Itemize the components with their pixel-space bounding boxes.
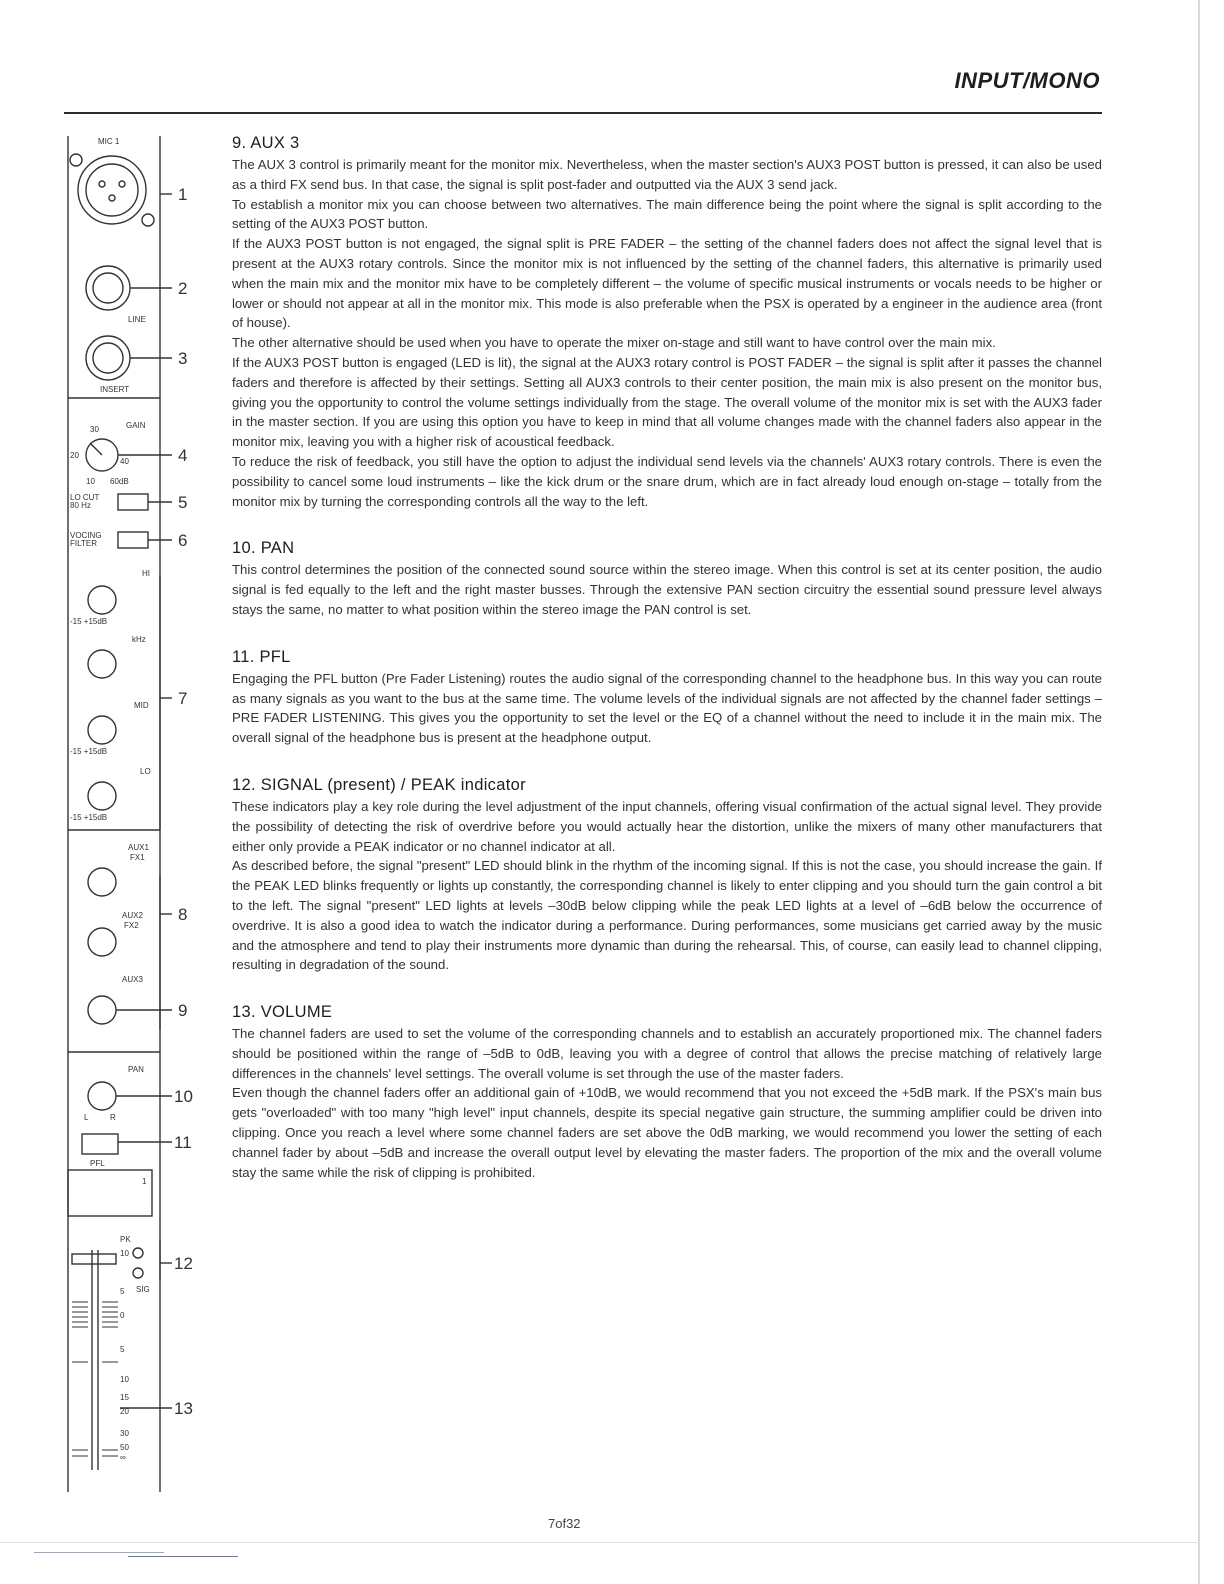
khz-label: kHz (132, 635, 146, 644)
mid-label: MID (134, 701, 149, 710)
fader-scale-5b: 5 (120, 1345, 125, 1354)
content-column (232, 134, 1102, 1210)
section-heading: 11. PFL (232, 647, 291, 666)
lo-cut-label: LO CUT (70, 493, 100, 502)
fader-scale-10: 10 (120, 1249, 129, 1258)
callout-2: 2 (178, 279, 188, 298)
scribble-strip (68, 1170, 152, 1216)
gain-scale-10: 10 (86, 477, 95, 486)
lo-cut-button-icon (118, 494, 148, 510)
aux2-knob-icon (88, 928, 116, 956)
scan-artifact-line (34, 1552, 164, 1553)
pfl-button-icon (82, 1134, 118, 1154)
gain-label: GAIN (126, 421, 146, 430)
gain-scale-40: 40 (120, 457, 129, 466)
fader-scale-10b: 10 (120, 1375, 129, 1384)
callout-11: 11 (174, 1133, 192, 1152)
paragraph: As described before, the signal "present" LED should blink in the rhythm of the incoming signal. If this is not the case, you should increase the gain. If the PEAK LED blinks frequently or lights up constantly, the corresponding channel is likely to enter clipping and you should turn the gain control a bit to the left. The signal "present" LED lights at levels –30dB below clipping while the peak LED lights at a level of –6dB below the occurrence of overdrive. It is also a good idea to watch the indicator during a performance. During performances, some musicians get carried away by the music and the atmosphere and tend to play their instruments more dynamic than during the rehearsal. This, of course, can easily lead to channel clipping, resulting in degradation of the sound. (232, 858, 1102, 973)
hi-label: HI (142, 569, 150, 578)
pan-label: PAN (128, 1065, 144, 1074)
callout-9: 9 (178, 1001, 188, 1020)
eq-hi-knob-icon (88, 586, 116, 614)
fader-scale-inf: ∞ (120, 1453, 126, 1462)
page-border-right (1198, 0, 1200, 1584)
vocing-filter-button-icon (118, 532, 148, 548)
callout-5: 5 (178, 493, 188, 512)
gain-scale-30: 30 (90, 425, 99, 434)
eq-mid-knob-icon (88, 716, 116, 744)
pk-label: PK (120, 1235, 131, 1244)
pan-l-label: L (84, 1113, 89, 1122)
paragraph: The other alternative should be used when you have to operate the mixer on-stage and still want to have control over the main mix. (232, 335, 996, 351)
section-heading: 10. PAN (232, 539, 295, 558)
gain-scale-20: 20 (70, 451, 79, 460)
paragraph: These indicators play a key role during the level adjustment of the input channels, offering visual confirmation of the actual signal level. They provide the possibility of detecting the risk of overdrive before you would actually hear the distortion, unlike the mixers of many other manufacturers that either only provide a PEAK indicator or no channel indicator at all. (232, 798, 1102, 854)
fx1-label: FX1 (130, 853, 145, 862)
callout-13: 13 (174, 1399, 193, 1418)
paragraph: To reduce the risk of feedback, you still have the option to adjust the individual send levels via the channels' AUX3 rotary controls. There is even the possibility to cancel some loud instruments – like the kick drum or the snare drum, which are in fact already loud enough on-stage – totally from the monitor mix by turning the corresponding controls all the way to the left. (232, 453, 1102, 509)
section-heading: 9. AUX 3 (232, 134, 300, 152)
eq-freq-knob-icon (88, 650, 116, 678)
pfl-label: PFL (90, 1159, 105, 1168)
callout-8: 8 (178, 905, 188, 924)
mic-label: MIC 1 (98, 137, 120, 146)
page-title: INPUT/MONO (954, 68, 1100, 93)
callout-7: 7 (178, 689, 188, 708)
fx2-label: FX2 (124, 921, 139, 930)
paragraph: If the AUX3 POST button is not engaged, the signal split is PRE FADER – the setting of the channel faders does not affect the signal level that is present at the AUX3 rotary controls. Since the monitor mix is not influenced by the setting of the channel faders, this alternative is primarily used when the main mix and the monitor mix have to be completely different – the volume of specific musical instruments or vocals needs to be higher or lower or should not appear at all in the monitor mix. This mode is also preferable when the PSX is operated by a engineer in the audience area (front of house). (232, 236, 1102, 331)
fader-knob-icon (72, 1254, 116, 1264)
callout-12: 12 (174, 1254, 193, 1273)
mic-input-icon (78, 156, 146, 224)
line-label: LINE (128, 315, 146, 324)
fader-scale-30: 30 (120, 1429, 129, 1438)
paragraph: This control determines the position of the connected sound source within the stereo image. When this control is set at its center position, the audio signal is fed equally to the left and the right master busses. Through the extensive PAN section circuitry the essential sound pressure level always stays the same, no matter to what position within the stereo image the PAN control is set. (232, 562, 1102, 617)
lo-label: LO (140, 767, 151, 776)
aux1-label: AUX1 (128, 843, 149, 852)
channel-strip-diagram (60, 130, 220, 1502)
section-heading: 12. SIGNAL (present) / PEAK indicator (232, 775, 526, 794)
pan-knob-icon (88, 1082, 116, 1110)
aux1-knob-icon (88, 868, 116, 896)
callout-4: 4 (178, 446, 188, 465)
eq-lo-knob-icon (88, 782, 116, 810)
aux2-label: AUX2 (122, 911, 143, 920)
paragraph: To establish a monitor mix you can choose between two alternatives. The main difference being the point where the signal is split according to the setting of the AUX3 POST button. (232, 196, 1102, 232)
signal-led-icon (133, 1268, 143, 1278)
eq-hi-scale: -15 +15dB (70, 617, 108, 626)
callout-3: 3 (178, 349, 188, 368)
scan-artifact-line (128, 1556, 238, 1557)
page-number: 7of32 (548, 1516, 581, 1531)
insert-label: INSERT (100, 385, 130, 394)
section-heading: 13. VOLUME (232, 1003, 333, 1022)
filter-label: FILTER (70, 539, 97, 548)
callout-6: 6 (178, 531, 188, 550)
aux3-label: AUX3 (122, 975, 143, 984)
vocing-label: VOCING (70, 531, 102, 540)
gain-scale-60db: 60dB (110, 477, 129, 486)
aux3-knob-icon (88, 996, 116, 1024)
callout-10: 10 (174, 1087, 193, 1106)
paragraph: The AUX 3 control is primarily meant for the monitor mix. Nevertheless, when the master section's AUX3 POST button is pressed, it can also be used as a third FX send bus. In that case, the signal is split post-fader and outputted via the AUX 3 send jack. (232, 157, 1102, 192)
section-signal-peak (232, 776, 1102, 975)
channel-number: 1 (142, 1177, 147, 1186)
paragraph: The channel faders are used to set the volume of the corresponding channels and to establish an accurately proportioned mix. The channel faders should be positioned within the range of –5dB to 0dB, leaving you with a degree of control that allows the precise matching of relatively large differences in the channels' level settings. The overall volume is set through the use of the master faders. (232, 1026, 1102, 1081)
paragraph: If the AUX3 POST button is engaged (LED is lit), the signal at the AUX3 rotary control is POST FADER – the signal is split after it passes the channel faders and therefore is affected by their settings. Setting all AUX3 controls to their center position, the main mix is also present on the monitor bus, giving you the opportunity to control the volume settings individually from the stage. The overall volume of the monitor mix is set with the AUX3 fader in the master section. If you are using this option you have to keep in mind that all volume changes made with the channel faders also appear in the monitor mix, leaving you with a higher risk of acoustical feedback. (232, 354, 1102, 450)
peak-led-icon (133, 1248, 143, 1258)
eq-mid-scale: -15 +15dB (70, 747, 108, 756)
paragraph: Even though the channel faders offer an additional gain of +10dB, we would recommend that you not exceed the +5dB mark. If the PSX's main bus gets "overloaded" with too many "high level" input channels, despite its special negative gain structure, the summing amplifier could be driven into clipping. Once you reach a level where some channel faders are set above the 0dB marking, we would recommend you lower the setting of each channel fader by about –5dB and increase the overall output level by elevating the master faders. The proportion of the mix and the overall volume stay the same while the risk of clipping is prohibited. (232, 1085, 1102, 1180)
fader-scale-0: 0 (120, 1311, 125, 1320)
paragraph: Engaging the PFL button (Pre Fader Listening) routes the audio signal of the corresponding channel to the headphone bus. In this way you can route as many signals as you want to the bus at the same time. The volume levels of the individual signals are not affected by the channel fader settings – PRE FADER LISTENING. This gives you the opportunity to set the level or the EQ of a channel without the need to include it in the main mix. The overall signal of the headphone bus is present at the headphone output. (232, 670, 1102, 746)
header-rule (64, 112, 1102, 114)
eq-lo-scale: -15 +15dB (70, 813, 108, 822)
lo-cut-hz-label: 80 Hz (70, 501, 91, 510)
callout-1: 1 (178, 185, 188, 204)
page-border-bottom (0, 1542, 1200, 1543)
sig-label: SIG (136, 1285, 150, 1294)
section-pan (232, 539, 1102, 619)
section-volume (232, 1003, 1102, 1182)
fader-scale-50: 50 (120, 1443, 129, 1452)
pan-r-label: R (110, 1113, 116, 1122)
section-aux3 (232, 134, 1102, 511)
fader-scale-15: 15 (120, 1393, 129, 1402)
fader-scale-20: 20 (120, 1407, 129, 1416)
fader-scale-5: 5 (120, 1287, 125, 1296)
section-pfl (232, 648, 1102, 748)
